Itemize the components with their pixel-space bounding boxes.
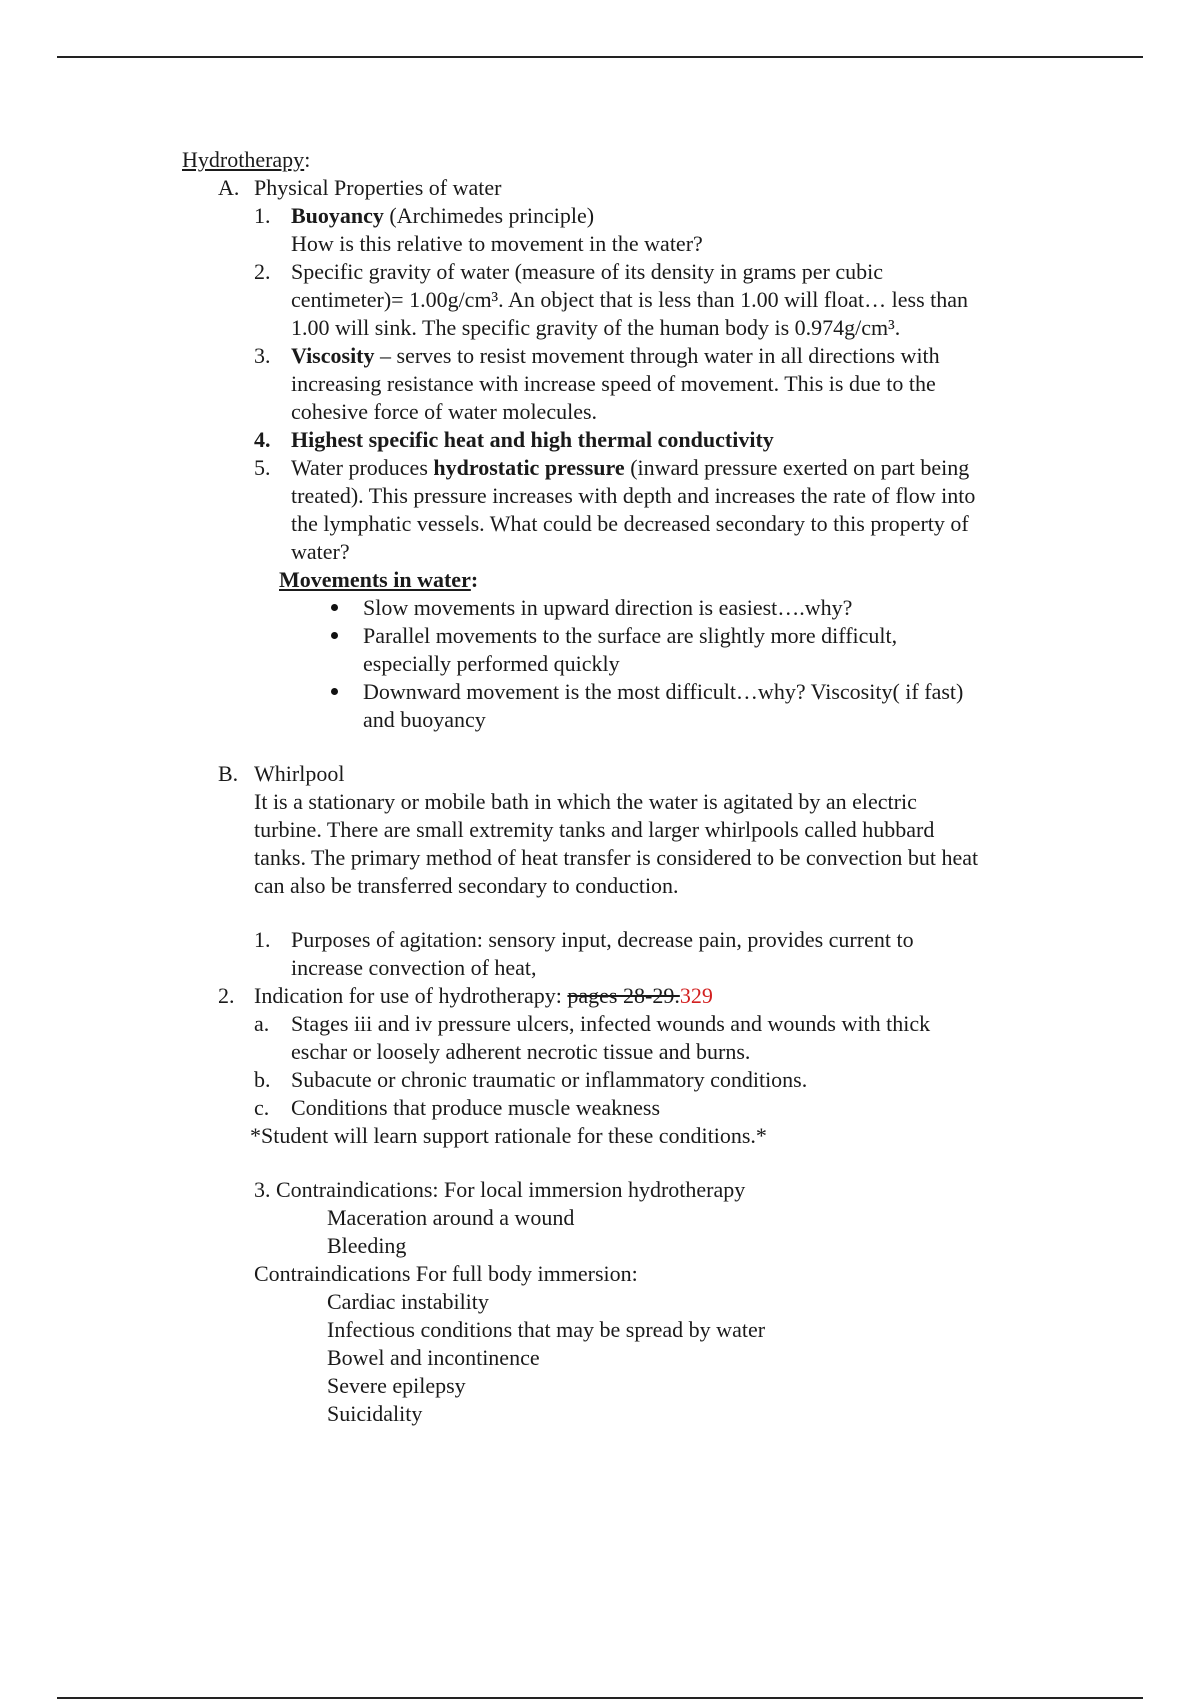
struck-page-reference: pages 28-29. xyxy=(567,983,680,1008)
item-3-line-1: Viscosity – serves to resist movement through water in all directions with xyxy=(291,343,940,368)
bullet-1-line-1: Slow movements in upward direction is easiest….why? xyxy=(363,595,853,620)
contra-local-item: Maceration around a wound xyxy=(327,1205,575,1230)
item-1-line-1: Buoyancy (Archimedes principle) xyxy=(291,203,595,228)
contra-full-item: Infectious conditions that may be spread by water xyxy=(327,1317,766,1342)
bullet-dot-icon xyxy=(331,604,338,611)
item-5-line-1: Water produces hydrostatic pressure (inward pressure exerted on part being xyxy=(291,455,970,480)
item-3-line-3: cohesive force of water molecules. xyxy=(291,399,598,424)
bullet-2-line-1: Parallel movements to the surface are slightly more difficult, xyxy=(363,623,898,648)
item-3-number: 3. xyxy=(254,343,271,368)
indication-line: Indication for use of hydrotherapy: pages 28-29.329 xyxy=(254,983,713,1008)
purposes-line-1: Purposes of agitation: sensory input, decrease pain, provides current to xyxy=(291,927,914,952)
sub-c-letter: c. xyxy=(254,1095,270,1120)
item-5-line-3: the lymphatic vessels. What could be decreased secondary to this property of xyxy=(291,511,969,536)
item-1-line-2: How is this relative to movement in the water? xyxy=(291,231,703,256)
item-2-line-1: Specific gravity of water (measure of its density in grams per cubic xyxy=(291,259,883,284)
item-4-number: 4. xyxy=(254,427,271,452)
student-note: *Student will learn support rationale for these conditions.* xyxy=(250,1123,767,1148)
whirlpool-para-line-1: It is a stationary or mobile bath in which the water is agitated by an electric xyxy=(254,789,917,814)
item-2-number: 2. xyxy=(254,259,271,284)
section-a-marker: A. xyxy=(218,175,240,200)
sub-a-line-2: eschar or loosely adherent necrotic tissue and burns. xyxy=(291,1039,751,1064)
item-1-number: 1. xyxy=(254,203,271,228)
section-b-marker: B. xyxy=(218,761,239,786)
item-3-line-2: increasing resistance with increase speed of movement. This is due to the xyxy=(291,371,936,396)
whirlpool-para-line-2: turbine. There are small extremity tanks and larger whirlpools called hubbard xyxy=(254,817,935,842)
sub-c-line-1: Conditions that produce muscle weakness xyxy=(291,1095,661,1120)
sub-a-line-1: Stages iii and iv pressure ulcers, infected wounds and wounds with thick xyxy=(291,1011,931,1036)
whirlpool-para-line-3: tanks. The primary method of heat transfer is considered to be convection but heat xyxy=(254,845,979,870)
contra-full-item: Severe epilepsy xyxy=(327,1373,466,1398)
sub-b-letter: b. xyxy=(254,1067,271,1092)
purposes-number: 1. xyxy=(254,927,271,952)
contra-full-item: Bowel and incontinence xyxy=(327,1345,540,1370)
item-5-line-4: water? xyxy=(291,539,350,564)
page-title: Hydrotherapy: xyxy=(182,147,311,172)
purposes-line-2: increase convection of heat, xyxy=(291,955,537,980)
movements-heading: Movements in water: xyxy=(279,567,479,592)
bullet-3-line-1: Downward movement is the most difficult…why? Viscosity( if fast) xyxy=(363,679,964,704)
sub-b-line-1: Subacute or chronic traumatic or inflammatory conditions. xyxy=(291,1067,808,1092)
contra-full-heading: Contraindications For full body immersion: xyxy=(254,1261,638,1286)
item-2-line-3: 1.00 will sink. The specific gravity of the human body is 0.974g/cm³. xyxy=(291,315,901,340)
item-4-line-1: Highest specific heat and high thermal conductivity xyxy=(291,427,774,452)
whirlpool-para-line-4: can also be transferred secondary to conduction. xyxy=(254,873,679,898)
contra-full-item: Suicidality xyxy=(327,1401,423,1426)
item-2-line-2: centimeter)= 1.00g/cm³. An object that is less than 1.00 will float… less than xyxy=(291,287,969,312)
item-5-line-2: treated). This pressure increases with depth and increases the rate of flow into xyxy=(291,483,976,508)
contra-local-heading: 3. Contraindications: For local immersion hydrotherapy xyxy=(254,1177,746,1202)
contra-local-item: Bleeding xyxy=(327,1233,407,1258)
bullet-3-line-2: and buoyancy xyxy=(363,707,486,732)
section-b-heading: Whirlpool xyxy=(254,761,345,786)
item-5-number: 5. xyxy=(254,455,271,480)
sub-a-letter: a. xyxy=(254,1011,270,1036)
bullet-2-line-2: especially performed quickly xyxy=(363,651,620,676)
bullet-dot-icon xyxy=(331,688,338,695)
corrected-page-reference: 329 xyxy=(679,983,713,1008)
section-a-heading: Physical Properties of water xyxy=(254,175,502,200)
indication-number: 2. xyxy=(218,983,235,1008)
footer-rule xyxy=(57,1697,1143,1699)
bullet-dot-icon xyxy=(331,632,338,639)
contra-full-item: Cardiac instability xyxy=(327,1289,489,1314)
